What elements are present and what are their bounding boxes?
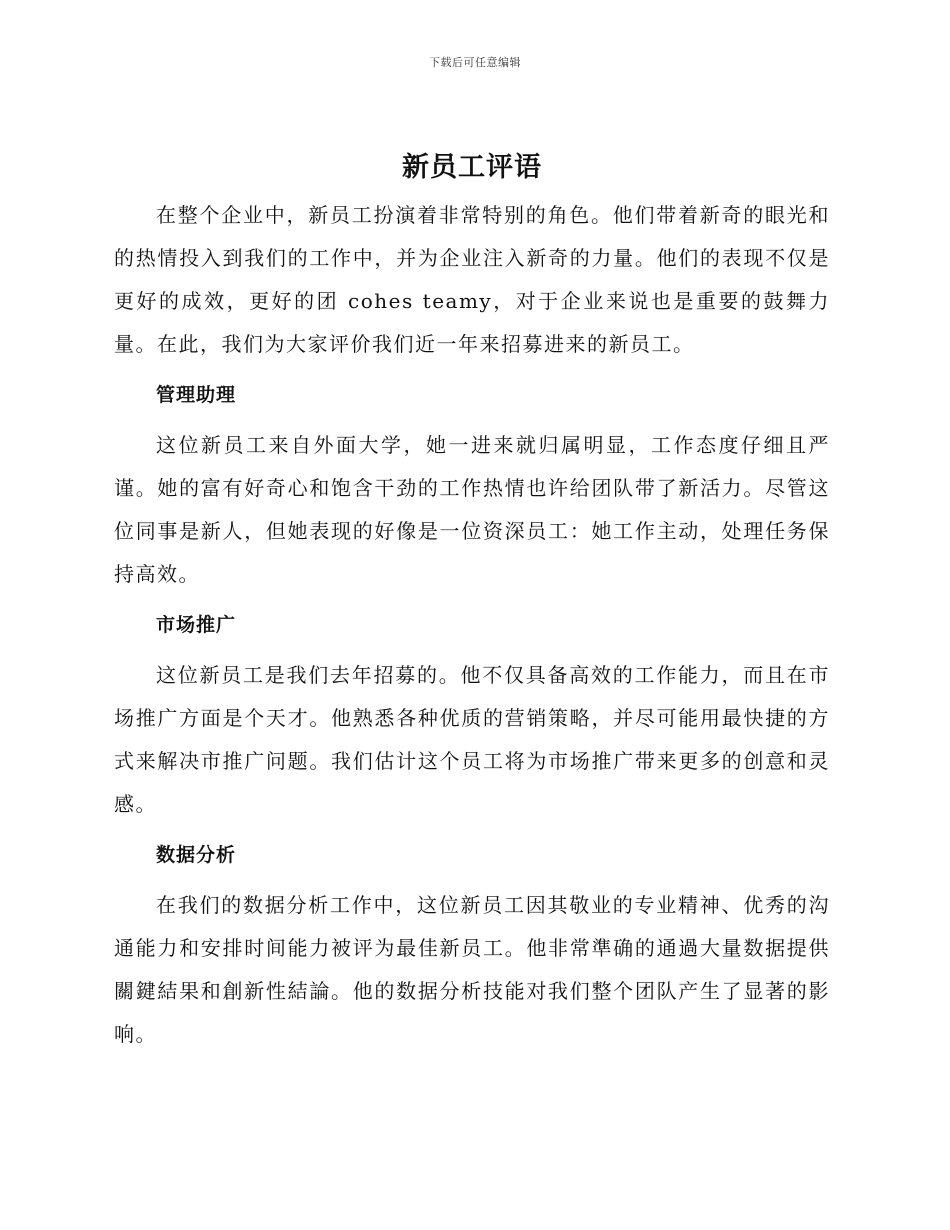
section-management-assistant xyxy=(114,378,830,596)
section-paragraph: 这位新员工来自外面大学，她一进来就归属明显，工作态度仔细且严谨。她的富有好奇心和饱含干劲的工作热情也许给团队带了新活力。尽管这位同事是新人，但她表现的好像是一位资深员工：她工作主动，处理任务保持高效。 xyxy=(114,433,830,586)
section-paragraph: 在我们的数据分析工作中，这位新员工因其敬业的专业精神、优秀的沟通能力和安排时间能力被评为最佳新员工。他非常準确的通過大量数据提供關鍵結果和創新性結論。他的数据分析技能对我们整个团队产生了显著的影响。 xyxy=(114,893,830,1046)
document-body xyxy=(114,148,830,1056)
section-marketing xyxy=(114,608,830,826)
section-heading: 市场推广 xyxy=(156,614,237,636)
section-heading: 管理助理 xyxy=(156,384,237,406)
page-header: 下载后可任意编辑 xyxy=(429,56,521,69)
section-heading: 数据分析 xyxy=(156,844,237,866)
section-data-analysis xyxy=(114,838,830,1056)
section-paragraph: 这位新员工是我们去年招募的。他不仅具备高效的工作能力，而且在市场推广方面是个天才。他熟悉各种优质的营销策略，并尽可能用最快捷的方式来解决市推广问题。我们估计这个员工将为市场推广带来更多的创意和灵感。 xyxy=(114,663,830,816)
document-title: 新员工评语 xyxy=(402,152,542,183)
intro-paragraph: 在整个企业中，新员工扮演着非常特别的角色。他们带着新奇的眼光和的热情投入到我们的工作中，并为企业注入新奇的力量。他们的表现不仅是更好的成效，更好的团 cohes teamy，对于企业来说也是重要的鼓舞力量。在此，我们为大家评价我们近一年来招募进来的新员工。 xyxy=(114,203,830,356)
